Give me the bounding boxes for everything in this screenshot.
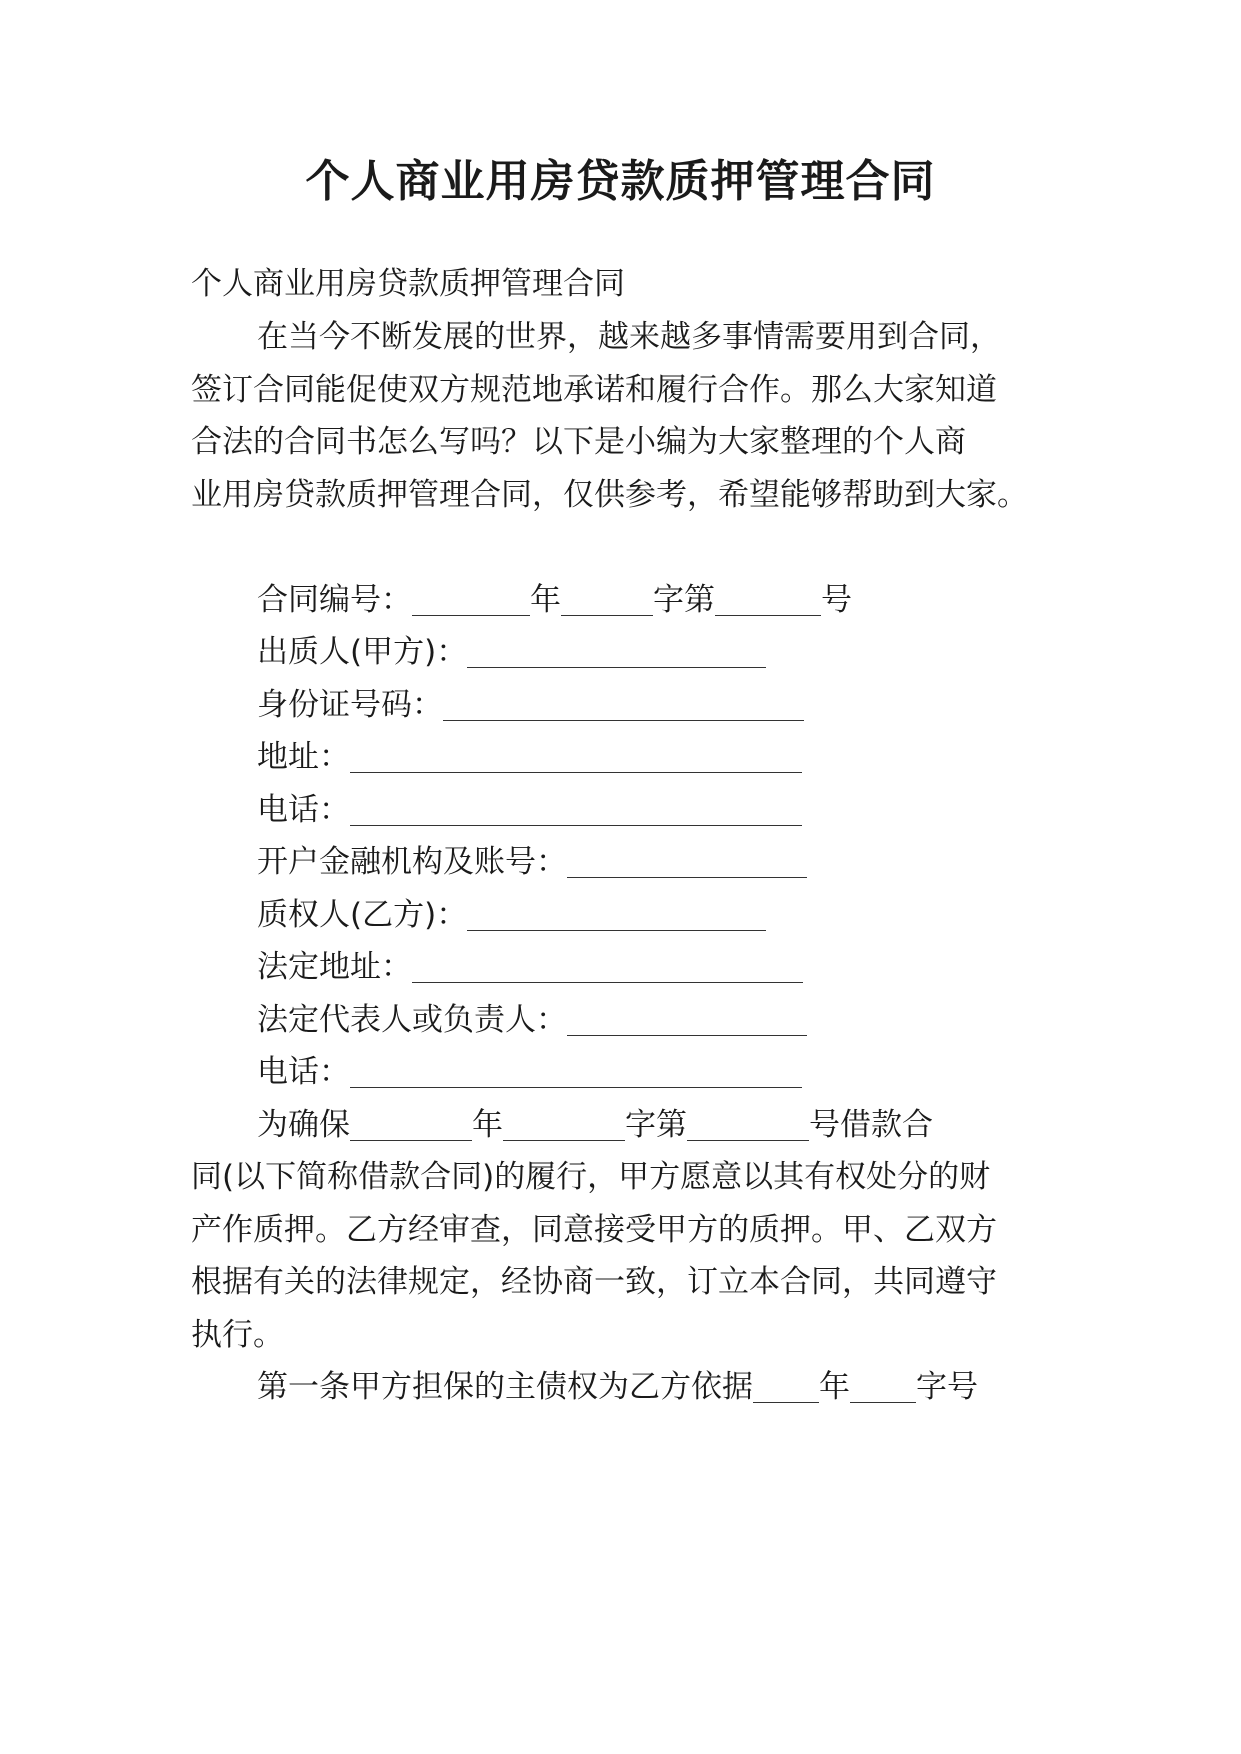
phone-row — [257, 789, 802, 831]
id-number-row — [257, 684, 804, 726]
purpose-line-2: 同(以下简称借款合同)的履行，甲方愿意以其有权处分的财 — [191, 1159, 991, 1195]
purpose-prefix: 为确保 — [257, 1107, 350, 1143]
pledgor-field[interactable] — [467, 637, 766, 668]
legal-rep-label: 法定代表人或负责人： — [257, 1002, 567, 1038]
address-label: 地址： — [257, 739, 350, 775]
contract-number-label: 合同编号： — [257, 582, 412, 618]
address-field[interactable] — [350, 742, 802, 773]
phone-2-row — [257, 1051, 802, 1093]
phone-2-field[interactable] — [350, 1057, 802, 1088]
purpose-line-3: 产作质押。乙方经审查，同意接受甲方的质押。甲、乙双方 — [191, 1212, 997, 1248]
article-1-word-blank[interactable] — [850, 1372, 916, 1403]
article-1-prefix: 第一条甲方担保的主债权为乙方依据 — [257, 1369, 753, 1405]
document-subtitle: 个人商业用房贷款质押管理合同 — [191, 266, 625, 302]
pledgor-label: 出质人(甲方)： — [257, 634, 468, 670]
pledgee-row — [257, 894, 766, 936]
article-1-year-text: 年 — [819, 1369, 850, 1405]
contract-word-blank[interactable] — [561, 585, 653, 616]
bank-account-field[interactable] — [567, 847, 807, 878]
purpose-year-text: 年 — [472, 1107, 503, 1143]
id-number-label: 身份证号码： — [257, 687, 443, 723]
phone-label: 电话： — [257, 792, 350, 828]
purpose-word-blank[interactable] — [503, 1110, 625, 1141]
legal-address-label: 法定地址： — [257, 949, 412, 985]
pledgee-label: 质权人(乙方)： — [257, 897, 468, 933]
article-1-year-blank[interactable] — [753, 1372, 819, 1403]
purpose-word-no-text: 字第 — [625, 1107, 687, 1143]
intro-line-4: 业用房贷款质押管理合同，仅供参考，希望能够帮助到大家。 — [191, 477, 1028, 513]
id-number-field[interactable] — [443, 690, 804, 721]
contract-no-blank[interactable] — [715, 585, 821, 616]
contract-year-text: 年 — [530, 582, 561, 618]
purpose-line-5: 执行。 — [191, 1317, 284, 1353]
legal-rep-field[interactable] — [567, 1005, 807, 1036]
purpose-line-1 — [257, 1104, 933, 1146]
legal-address-row — [257, 946, 803, 988]
phone-2-label: 电话： — [257, 1054, 350, 1090]
intro-line-2: 签订合同能促使双方规范地承诺和履行合作。那么大家知道 — [191, 372, 997, 408]
contract-word-no-text: 字第 — [653, 582, 715, 618]
address-row — [257, 736, 802, 778]
legal-address-field[interactable] — [412, 952, 803, 983]
purpose-no-blank[interactable] — [687, 1110, 809, 1141]
article-1-line — [257, 1366, 978, 1408]
purpose-suffix: 号借款合 — [809, 1107, 933, 1143]
contract-year-blank[interactable] — [412, 585, 530, 616]
phone-field[interactable] — [350, 795, 802, 826]
legal-rep-row — [257, 999, 807, 1041]
contract-number-row — [257, 579, 852, 621]
pledgor-row — [257, 631, 766, 673]
bank-account-label: 开户金融机构及账号： — [257, 844, 567, 880]
purpose-line-4: 根据有关的法律规定，经协商一致，订立本合同，共同遵守 — [191, 1264, 997, 1300]
contract-no-text: 号 — [821, 582, 852, 618]
intro-line-3: 合法的合同书怎么写吗？以下是小编为大家整理的个人商 — [191, 424, 966, 460]
purpose-year-blank[interactable] — [350, 1110, 472, 1141]
article-1-suffix: 字号 — [916, 1369, 978, 1405]
intro-line-1: 在当今不断发展的世界，越来越多事情需要用到合同， — [257, 319, 1001, 355]
pledgee-field[interactable] — [467, 900, 766, 931]
bank-account-row — [257, 841, 807, 883]
page-title: 个人商业用房贷款质押管理合同 — [305, 156, 936, 207]
